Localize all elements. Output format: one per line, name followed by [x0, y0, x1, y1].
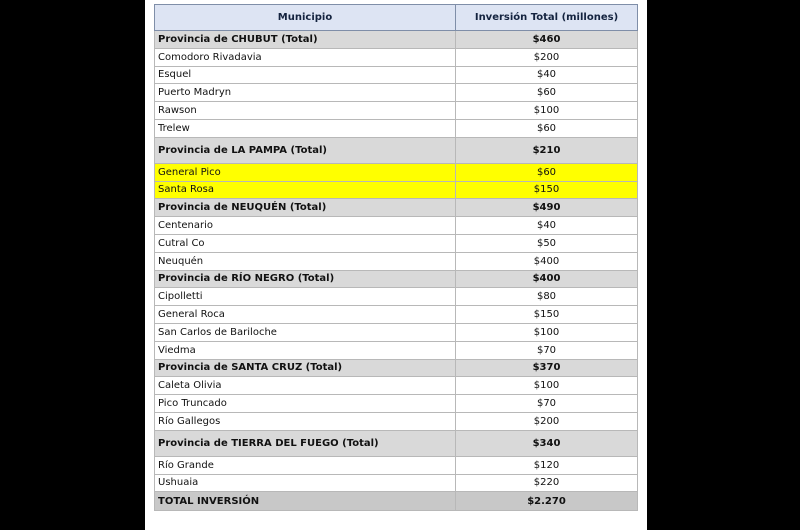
inversion-cell: $400	[456, 252, 638, 270]
table-row	[155, 234, 638, 252]
inversion-cell: $60	[456, 84, 638, 102]
inversion-cell: $490	[456, 199, 638, 217]
table-header-row	[155, 5, 638, 31]
municipio-cell: Provincia de TIERRA DEL FUEGO (Total)	[155, 430, 456, 456]
municipio-cell: Provincia de SANTA CRUZ (Total)	[155, 359, 456, 377]
province-total-row	[155, 199, 638, 217]
inversion-cell: $340	[456, 430, 638, 456]
municipio-cell: Viedma	[155, 341, 456, 359]
inversion-cell: $40	[456, 217, 638, 235]
municipio-cell: Cipolletti	[155, 288, 456, 306]
inversion-cell: $150	[456, 181, 638, 199]
municipio-cell: Provincia de RÍO NEGRO (Total)	[155, 270, 456, 288]
table-row	[155, 102, 638, 120]
highlighted-row	[155, 181, 638, 199]
table-row	[155, 412, 638, 430]
table-row	[155, 66, 638, 84]
municipio-cell: Neuquén	[155, 252, 456, 270]
municipio-cell: Pico Truncado	[155, 395, 456, 413]
highlighted-row	[155, 163, 638, 181]
municipio-cell: Río Gallegos	[155, 412, 456, 430]
province-total-row	[155, 137, 638, 163]
province-total-row	[155, 359, 638, 377]
table-row	[155, 306, 638, 324]
municipio-cell: Trelew	[155, 119, 456, 137]
municipio-cell: General Roca	[155, 306, 456, 324]
document-sheet	[145, 0, 647, 530]
municipio-cell: Ushuaia	[155, 474, 456, 492]
municipio-cell: Santa Rosa	[155, 181, 456, 199]
table-row	[155, 377, 638, 395]
inversion-cell: $200	[456, 48, 638, 66]
municipio-cell: Puerto Madryn	[155, 84, 456, 102]
municipio-cell: Comodoro Rivadavia	[155, 48, 456, 66]
inversion-cell: $60	[456, 163, 638, 181]
municipio-cell: Caleta Olivia	[155, 377, 456, 395]
inversion-cell: $80	[456, 288, 638, 306]
inversion-cell: $60	[456, 119, 638, 137]
municipio-cell: San Carlos de Bariloche	[155, 323, 456, 341]
inversion-cell: $100	[456, 323, 638, 341]
table-row	[155, 119, 638, 137]
municipio-cell: Río Grande	[155, 456, 456, 474]
inversion-cell: $400	[456, 270, 638, 288]
inversion-cell: $150	[456, 306, 638, 324]
municipio-cell: Rawson	[155, 102, 456, 120]
province-total-row	[155, 31, 638, 49]
inversion-cell: $460	[456, 31, 638, 49]
inversion-cell: $100	[456, 377, 638, 395]
table-row	[155, 456, 638, 474]
table-row	[155, 474, 638, 492]
inversion-cell: $2.270	[456, 492, 638, 511]
inversion-cell: $120	[456, 456, 638, 474]
table-row	[155, 341, 638, 359]
table-row	[155, 252, 638, 270]
inversion-cell: $70	[456, 395, 638, 413]
header-inversion: Inversión Total (millones)	[456, 5, 638, 31]
inversion-cell: $70	[456, 341, 638, 359]
province-total-row	[155, 270, 638, 288]
inversion-cell: $220	[456, 474, 638, 492]
table-row	[155, 323, 638, 341]
grand-total-row	[155, 492, 638, 511]
municipio-cell: Provincia de NEUQUÉN (Total)	[155, 199, 456, 217]
province-total-row	[155, 430, 638, 456]
municipio-cell: Provincia de LA PAMPA (Total)	[155, 137, 456, 163]
municipio-cell: Centenario	[155, 217, 456, 235]
table-row	[155, 84, 638, 102]
municipio-cell: Cutral Co	[155, 234, 456, 252]
municipio-cell: General Pico	[155, 163, 456, 181]
table-body	[155, 31, 638, 511]
municipio-cell: Esquel	[155, 66, 456, 84]
inversion-cell: $40	[456, 66, 638, 84]
table-row	[155, 395, 638, 413]
table-row	[155, 288, 638, 306]
header-municipio: Municipio	[155, 5, 456, 31]
municipio-cell: TOTAL INVERSIÓN	[155, 492, 456, 511]
inversion-cell: $210	[456, 137, 638, 163]
table-row	[155, 48, 638, 66]
inversion-cell: $200	[456, 412, 638, 430]
inversion-cell: $50	[456, 234, 638, 252]
table-row	[155, 217, 638, 235]
inversion-cell: $100	[456, 102, 638, 120]
investment-table	[154, 4, 638, 511]
inversion-cell: $370	[456, 359, 638, 377]
municipio-cell: Provincia de CHUBUT (Total)	[155, 31, 456, 49]
